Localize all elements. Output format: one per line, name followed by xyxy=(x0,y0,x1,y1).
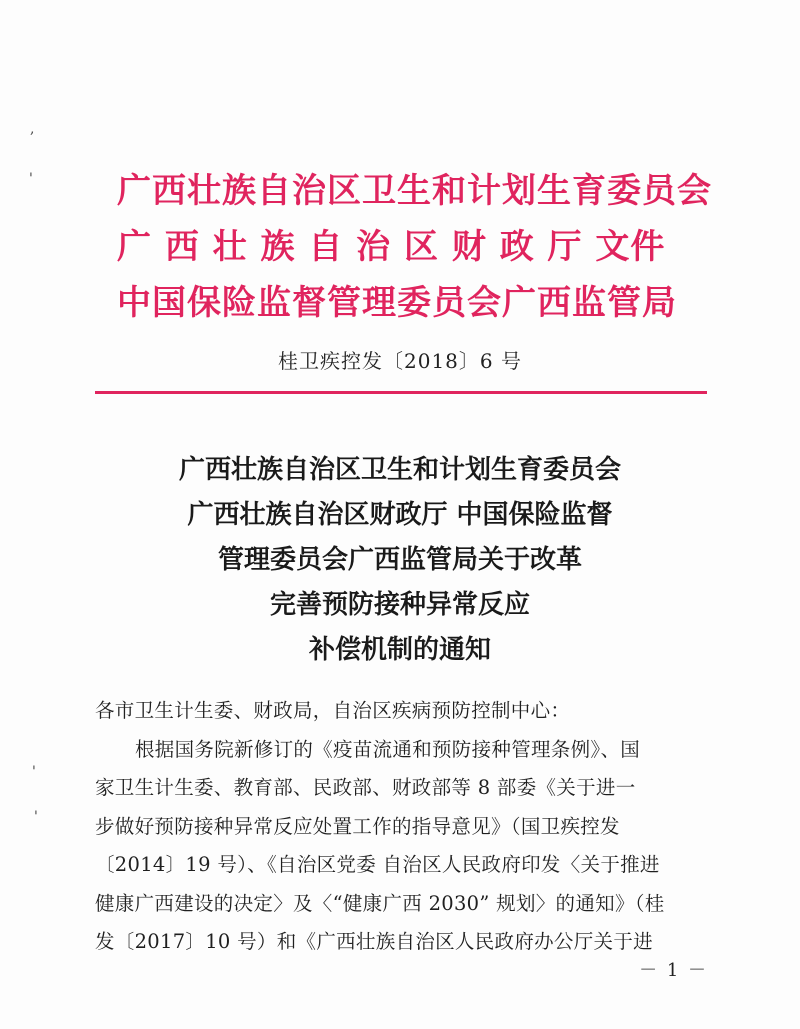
title-line: 广西壮族自治区财政厅 中国保险监督 xyxy=(187,500,613,530)
title-line: 补偿机制的通知 xyxy=(308,635,491,665)
document-body xyxy=(95,692,715,962)
salutation: 各市卫生计生委、财政局，自治区疾病预防控制中心： xyxy=(95,699,571,722)
body-line: 健康广西建设的决定〉及〈“健康广西 2030” 规划〉的通知》（桂 xyxy=(95,891,665,915)
header-line-finance-department: 广 西 壮 族 自 治 区 财 政 厅 文件 xyxy=(117,227,666,267)
margin-mark: ' xyxy=(29,171,33,187)
page-number: － 1 － xyxy=(639,960,708,981)
body-line: 家卫生计生委、教育部、民政部、财政部等 8 部委《关于进一 xyxy=(95,776,636,799)
red-separator-rule xyxy=(95,391,707,394)
margin-mark: ' xyxy=(32,764,36,780)
header-line-insurance-regulator: 中国保险监督管理委员会广西监管局 xyxy=(117,283,677,323)
body-line: 根据国务院新修订的《疫苗流通和预防接种管理条例》、国 xyxy=(135,737,641,761)
title-line: 管理委员会广西监管局关于改革 xyxy=(217,545,582,575)
document-title xyxy=(0,448,800,673)
title-line: 完善预防接种异常反应 xyxy=(269,590,530,620)
title-line: 广西壮族自治区卫生和计划生育委员会 xyxy=(178,455,621,485)
margin-mark: ' xyxy=(34,809,38,825)
document-number: 桂卫疾控发〔2018〕6 号 xyxy=(278,349,522,373)
body-line: 〔2014〕19 号）、《自治区党委 自治区人民政府印发〈关于推进 xyxy=(95,853,660,876)
body-line: 步做好预防接种异常反应处置工作的指导意见》（国卫疾控发 xyxy=(95,814,620,838)
header-line-health-commission: 广西壮族自治区卫生和计划生育委员会 xyxy=(117,171,712,211)
margin-mark: , xyxy=(30,121,35,137)
body-line: 发〔2017〕10 号）和《广西壮族自治区人民政府办公厅关于进 xyxy=(95,930,653,953)
issuing-authority-header xyxy=(117,163,717,331)
